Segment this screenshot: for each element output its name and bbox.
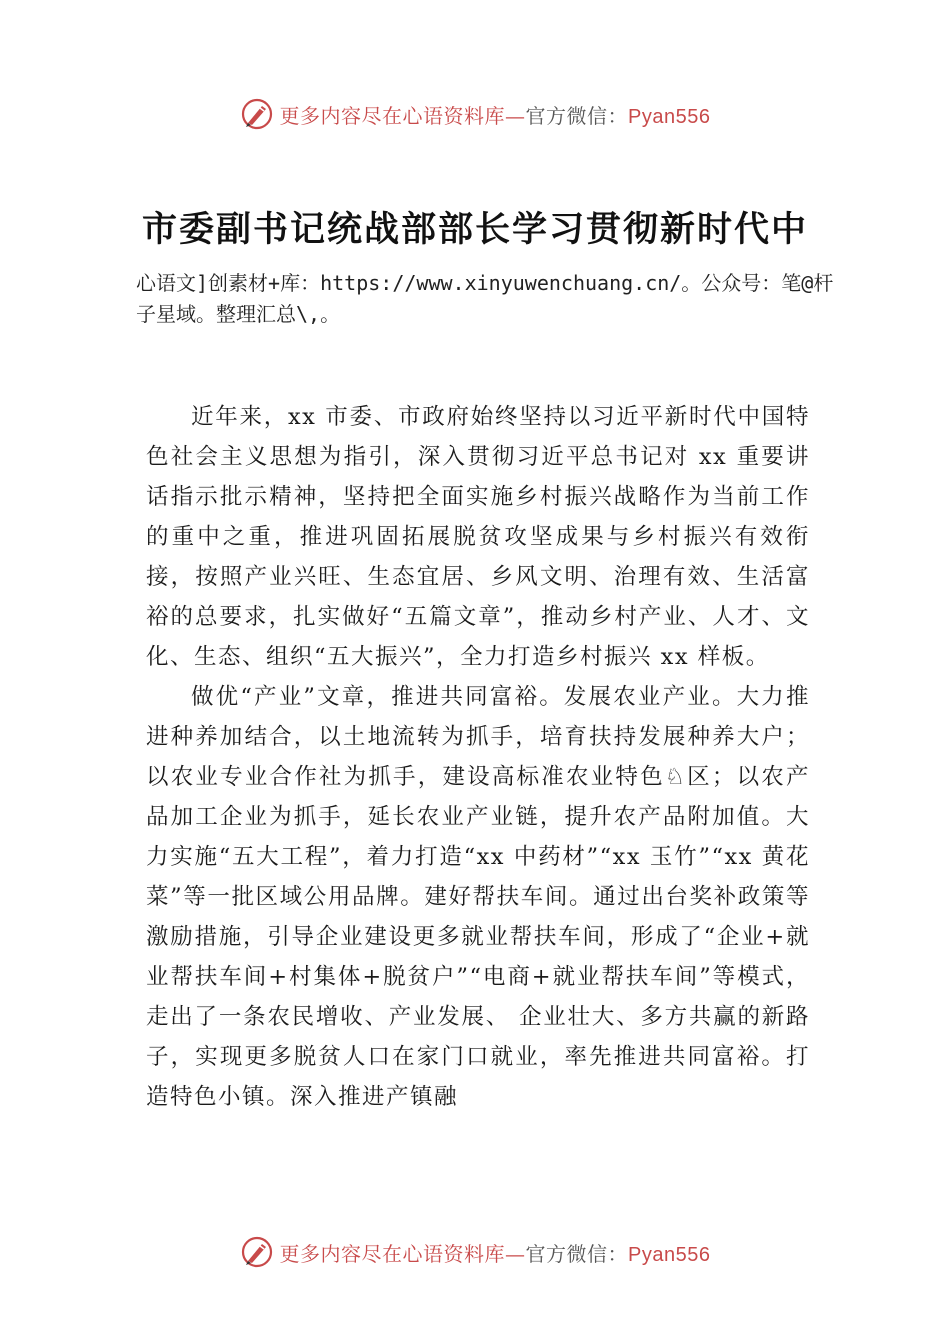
banner-text xyxy=(280,100,711,129)
banner-text xyxy=(280,1238,711,1267)
pen-logo-icon xyxy=(240,1235,274,1269)
paragraph: 近年来，xx 市委、市政府始终坚持以习近平新时代中国特色社会主义思想为指引，深入贯彻习近平总书记对 xx 重要讲话指示批示精神，坚持把全面实施乡村振兴战略作为当前工作的重中之重，推进巩固拓展脱贫攻坚成果与乡村振兴有效衔接，按照产业兴旺、生态宜居、乡风文明、治理有效、生活富裕的总要求，扎实做好“五篇文章”，推动乡村产业、人才、文化、生态、组织“五大振兴”，全力打造乡村振兴 xx 样板。 xyxy=(146,404,810,670)
banner-dash: — xyxy=(505,1241,526,1266)
banner-wechat-id: Pyan556 xyxy=(628,1243,711,1266)
page-title: 市委副书记统战部部长学习贯彻新时代中 xyxy=(141,209,808,250)
pen-logo-icon xyxy=(240,97,274,131)
footer-banner xyxy=(0,1232,950,1272)
header-banner xyxy=(0,94,950,134)
document-body xyxy=(146,397,810,1117)
banner-wechat-label: 官方微信： xyxy=(525,1241,629,1266)
banner-slogan: 更多内容尽在心语资料库 xyxy=(279,103,506,128)
banner-dash: — xyxy=(505,103,526,128)
banner-wechat-label: 官方微信： xyxy=(525,103,629,128)
paragraph: 做优“产业”文章，推进共同富裕。发展农业产业。大力推进种养加结合，以土地流转为抓手，培育扶持发展种养大户；以农业专业合作社为抓手，建设高标准农业特色♘区；以农产品加工企业为抓手，延长农业产业链，提升农产品附加值。大力实施“五大工程”，着力打造“xx 中药材”“xx 玉竹”“xx 黄花菜”等一批区域公用品牌。建好帮扶车间。通过出台奖补政策等激励措施，引导企业建设更多就业帮扶车间，形成了“企业+就业帮扶车间+村集体+脱贫户”“电商+就业帮扶车间”等模式，走出了一条农民增收、产业发展、 企业壮大、多方共赢的新路子，实现更多脱贫人口在家门口就业，率先推进共同富裕。打造特色小镇。深入推进产镇融 xyxy=(146,684,810,1110)
source-note: 心语文]创素材+库：https://www.xinyuwenchuang.cn/。公众号：笔@杆子星域。整理汇总\,。 xyxy=(136,271,834,326)
banner-wechat-id: Pyan556 xyxy=(628,105,711,128)
banner-slogan: 更多内容尽在心语资料库 xyxy=(279,1241,506,1266)
